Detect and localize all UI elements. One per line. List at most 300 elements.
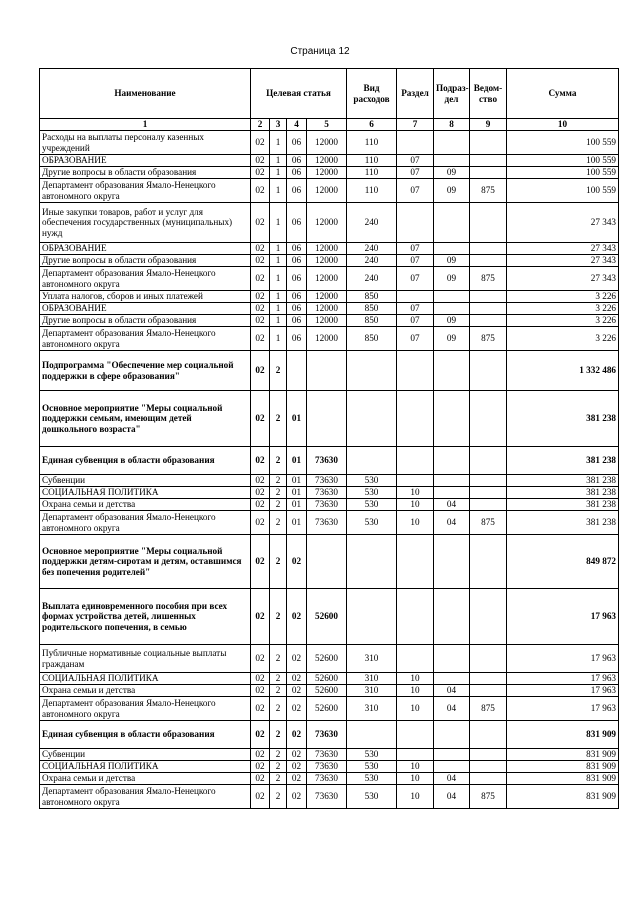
cell-direction: 12000 xyxy=(307,315,347,327)
cell-vid: 850 xyxy=(347,315,397,327)
cell-vedomstvo xyxy=(470,255,507,267)
cell-vid: 530 xyxy=(347,761,397,773)
cell-name: Иные закупки товаров, работ и услуг для обеспечения государственных (муниципальных) нужд xyxy=(40,203,251,243)
table-row xyxy=(40,697,619,721)
cell-vid: 110 xyxy=(347,155,397,167)
cell-direction: 52600 xyxy=(307,673,347,685)
cell-podrazdel xyxy=(434,131,470,155)
cell-razdel: 10 xyxy=(397,673,434,685)
cell-subprogram: 1 xyxy=(270,243,287,255)
cell-razdel: 07 xyxy=(397,303,434,315)
cell-razdel: 07 xyxy=(397,179,434,203)
cell-vedomstvo: 875 xyxy=(470,179,507,203)
cell-name: Единая субвенция в области образования xyxy=(40,721,251,749)
cell-program: 02 xyxy=(251,291,270,303)
cell-subprogram: 2 xyxy=(270,487,287,499)
col-number: 10 xyxy=(507,119,619,131)
cell-sum: 3 226 xyxy=(507,327,619,351)
cell-event xyxy=(287,351,307,391)
cell-razdel xyxy=(397,645,434,673)
cell-vedomstvo xyxy=(470,673,507,685)
cell-name: Субвенции xyxy=(40,475,251,487)
col-number: 4 xyxy=(287,119,307,131)
cell-event: 02 xyxy=(287,761,307,773)
cell-program: 02 xyxy=(251,131,270,155)
cell-subprogram: 1 xyxy=(270,291,287,303)
cell-direction: 12000 xyxy=(307,327,347,351)
cell-direction xyxy=(307,351,347,391)
cell-name: Департамент образования Ямало-Ненецкого автономного округа xyxy=(40,697,251,721)
cell-program: 02 xyxy=(251,487,270,499)
col-number: 7 xyxy=(397,119,434,131)
cell-vedomstvo xyxy=(470,773,507,785)
cell-podrazdel xyxy=(434,535,470,589)
table-row xyxy=(40,773,619,785)
cell-event: 02 xyxy=(287,645,307,673)
cell-vid: 530 xyxy=(347,749,397,761)
cell-subprogram: 2 xyxy=(270,697,287,721)
cell-vid: 110 xyxy=(347,131,397,155)
cell-vedomstvo xyxy=(470,303,507,315)
cell-razdel: 07 xyxy=(397,315,434,327)
cell-direction: 12000 xyxy=(307,303,347,315)
cell-direction: 12000 xyxy=(307,203,347,243)
cell-podrazdel: 09 xyxy=(434,179,470,203)
table-row xyxy=(40,721,619,749)
table-row xyxy=(40,167,619,179)
cell-podrazdel xyxy=(434,155,470,167)
cell-podrazdel xyxy=(434,645,470,673)
header-vid: Вид расходов xyxy=(347,69,397,119)
cell-podrazdel xyxy=(434,391,470,447)
cell-vid: 110 xyxy=(347,167,397,179)
cell-sum: 831 909 xyxy=(507,761,619,773)
cell-podrazdel: 04 xyxy=(434,499,470,511)
cell-vedomstvo: 875 xyxy=(470,697,507,721)
cell-subprogram: 1 xyxy=(270,179,287,203)
cell-razdel xyxy=(397,291,434,303)
cell-podrazdel xyxy=(434,487,470,499)
cell-event: 02 xyxy=(287,721,307,749)
table-row xyxy=(40,785,619,809)
cell-razdel xyxy=(397,535,434,589)
cell-podrazdel xyxy=(434,203,470,243)
cell-razdel: 10 xyxy=(397,785,434,809)
cell-sum: 3 226 xyxy=(507,303,619,315)
cell-program: 02 xyxy=(251,155,270,167)
cell-razdel: 07 xyxy=(397,255,434,267)
cell-vid: 850 xyxy=(347,291,397,303)
cell-vedomstvo xyxy=(470,535,507,589)
table-row xyxy=(40,447,619,475)
cell-sum: 17 963 xyxy=(507,697,619,721)
table-row xyxy=(40,131,619,155)
cell-subprogram: 2 xyxy=(270,589,287,645)
cell-program: 02 xyxy=(251,255,270,267)
cell-sum: 17 963 xyxy=(507,589,619,645)
header-summa: Сумма xyxy=(507,69,619,119)
cell-name: Департамент образования Ямало-Ненецкого автономного округа xyxy=(40,179,251,203)
cell-vid: 310 xyxy=(347,645,397,673)
cell-direction: 12000 xyxy=(307,243,347,255)
cell-vedomstvo: 875 xyxy=(470,785,507,809)
cell-program: 02 xyxy=(251,773,270,785)
cell-name: Департамент образования Ямало-Ненецкого автономного округа xyxy=(40,785,251,809)
cell-direction: 73630 xyxy=(307,785,347,809)
cell-vedomstvo xyxy=(470,475,507,487)
cell-razdel xyxy=(397,749,434,761)
cell-direction: 73630 xyxy=(307,761,347,773)
cell-event: 06 xyxy=(287,155,307,167)
cell-program: 02 xyxy=(251,303,270,315)
cell-direction: 52600 xyxy=(307,589,347,645)
table-row xyxy=(40,487,619,499)
col-number: 5 xyxy=(307,119,347,131)
cell-event: 02 xyxy=(287,673,307,685)
table-row xyxy=(40,673,619,685)
cell-vedomstvo xyxy=(470,243,507,255)
cell-direction: 12000 xyxy=(307,131,347,155)
cell-vedomstvo xyxy=(470,749,507,761)
cell-subprogram: 2 xyxy=(270,351,287,391)
cell-vid xyxy=(347,535,397,589)
cell-name: Публичные нормативные социальные выплаты гражданам xyxy=(40,645,251,673)
cell-sum: 381 238 xyxy=(507,499,619,511)
cell-event: 02 xyxy=(287,785,307,809)
cell-event: 06 xyxy=(287,267,307,291)
cell-event: 01 xyxy=(287,447,307,475)
cell-subprogram: 1 xyxy=(270,303,287,315)
cell-event: 02 xyxy=(287,589,307,645)
table-row xyxy=(40,303,619,315)
cell-subprogram: 1 xyxy=(270,255,287,267)
header-podrazdel: Подраз-дел xyxy=(434,69,470,119)
cell-name: Департамент образования Ямало-Ненецкого автономного округа xyxy=(40,267,251,291)
cell-razdel: 07 xyxy=(397,155,434,167)
cell-name: Охрана семьи и детства xyxy=(40,773,251,785)
cell-program: 02 xyxy=(251,499,270,511)
cell-podrazdel: 04 xyxy=(434,511,470,535)
cell-name: Другие вопросы в области образования xyxy=(40,255,251,267)
cell-event: 01 xyxy=(287,487,307,499)
cell-razdel: 07 xyxy=(397,167,434,179)
cell-sum: 831 909 xyxy=(507,773,619,785)
cell-vedomstvo xyxy=(470,351,507,391)
cell-podrazdel xyxy=(434,749,470,761)
cell-name: СОЦИАЛЬНАЯ ПОЛИТИКА xyxy=(40,673,251,685)
cell-sum: 17 963 xyxy=(507,645,619,673)
table-row xyxy=(40,155,619,167)
cell-program: 02 xyxy=(251,673,270,685)
cell-program: 02 xyxy=(251,697,270,721)
cell-vedomstvo xyxy=(470,447,507,475)
cell-razdel: 10 xyxy=(397,761,434,773)
cell-vid: 530 xyxy=(347,511,397,535)
cell-direction: 73630 xyxy=(307,499,347,511)
cell-subprogram: 2 xyxy=(270,645,287,673)
cell-program: 02 xyxy=(251,589,270,645)
column-number-row xyxy=(40,119,619,131)
cell-direction: 73630 xyxy=(307,475,347,487)
cell-name: Субвенции xyxy=(40,749,251,761)
cell-subprogram: 2 xyxy=(270,761,287,773)
cell-sum: 831 909 xyxy=(507,785,619,809)
cell-direction: 12000 xyxy=(307,255,347,267)
cell-name: Основное мероприятие "Меры социальной поддержки семьям, имеющим детей дошкольного возраста" xyxy=(40,391,251,447)
cell-vedomstvo xyxy=(470,645,507,673)
cell-direction: 73630 xyxy=(307,511,347,535)
cell-name: СОЦИАЛЬНАЯ ПОЛИТИКА xyxy=(40,761,251,773)
cell-razdel xyxy=(397,203,434,243)
cell-vid: 310 xyxy=(347,685,397,697)
cell-vid: 850 xyxy=(347,327,397,351)
cell-subprogram: 2 xyxy=(270,673,287,685)
cell-name: ОБРАЗОВАНИЕ xyxy=(40,155,251,167)
page-label: Страница 12 xyxy=(290,46,350,57)
cell-event: 01 xyxy=(287,475,307,487)
cell-vid: 240 xyxy=(347,267,397,291)
cell-vid: 310 xyxy=(347,673,397,685)
cell-event: 06 xyxy=(287,167,307,179)
table-row xyxy=(40,535,619,589)
cell-event: 06 xyxy=(287,131,307,155)
cell-subprogram: 2 xyxy=(270,391,287,447)
cell-vid: 530 xyxy=(347,487,397,499)
cell-sum: 100 559 xyxy=(507,155,619,167)
cell-vedomstvo xyxy=(470,685,507,697)
cell-sum: 3 226 xyxy=(507,315,619,327)
cell-direction: 73630 xyxy=(307,447,347,475)
table-row xyxy=(40,179,619,203)
col-number: 9 xyxy=(470,119,507,131)
cell-event: 02 xyxy=(287,697,307,721)
col-number: 2 xyxy=(251,119,270,131)
col-number: 6 xyxy=(347,119,397,131)
cell-name: Департамент образования Ямало-Ненецкого автономного округа xyxy=(40,511,251,535)
cell-program: 02 xyxy=(251,447,270,475)
cell-program: 02 xyxy=(251,243,270,255)
cell-subprogram: 2 xyxy=(270,535,287,589)
cell-vid: 530 xyxy=(347,499,397,511)
cell-direction xyxy=(307,535,347,589)
header-vedomstvo: Ведом-ство xyxy=(470,69,507,119)
cell-subprogram: 2 xyxy=(270,475,287,487)
cell-razdel xyxy=(397,351,434,391)
cell-direction: 12000 xyxy=(307,291,347,303)
table-row xyxy=(40,203,619,243)
cell-program: 02 xyxy=(251,167,270,179)
cell-event: 06 xyxy=(287,315,307,327)
cell-subprogram: 2 xyxy=(270,447,287,475)
cell-podrazdel xyxy=(434,721,470,749)
table-row xyxy=(40,475,619,487)
cell-program: 02 xyxy=(251,645,270,673)
cell-event: 01 xyxy=(287,391,307,447)
cell-sum: 831 909 xyxy=(507,749,619,761)
cell-podrazdel: 09 xyxy=(434,167,470,179)
cell-subprogram: 1 xyxy=(270,315,287,327)
cell-podrazdel: 04 xyxy=(434,685,470,697)
cell-vedomstvo xyxy=(470,131,507,155)
cell-direction: 73630 xyxy=(307,749,347,761)
cell-vedomstvo xyxy=(470,499,507,511)
cell-razdel: 10 xyxy=(397,697,434,721)
cell-subprogram: 2 xyxy=(270,499,287,511)
cell-program: 02 xyxy=(251,535,270,589)
cell-podrazdel xyxy=(434,761,470,773)
cell-direction: 73630 xyxy=(307,487,347,499)
cell-sum: 831 909 xyxy=(507,721,619,749)
cell-vid: 240 xyxy=(347,243,397,255)
header-name: Наименование xyxy=(40,69,251,119)
cell-name: Расходы на выплаты персоналу казенных учреждений xyxy=(40,131,251,155)
cell-vid xyxy=(347,447,397,475)
table-row xyxy=(40,315,619,327)
cell-razdel xyxy=(397,131,434,155)
cell-name: Охрана семьи и детства xyxy=(40,685,251,697)
cell-name: Департамент образования Ямало-Ненецкого автономного округа xyxy=(40,327,251,351)
cell-podrazdel xyxy=(434,589,470,645)
cell-podrazdel xyxy=(434,243,470,255)
cell-direction: 52600 xyxy=(307,697,347,721)
table-row xyxy=(40,589,619,645)
cell-razdel: 07 xyxy=(397,267,434,291)
cell-vedomstvo xyxy=(470,291,507,303)
cell-name: ОБРАЗОВАНИЕ xyxy=(40,243,251,255)
table-row xyxy=(40,327,619,351)
cell-vid: 530 xyxy=(347,475,397,487)
cell-event: 06 xyxy=(287,203,307,243)
cell-name: Единая субвенция в области образования xyxy=(40,447,251,475)
cell-direction: 73630 xyxy=(307,721,347,749)
cell-razdel: 10 xyxy=(397,773,434,785)
cell-podrazdel xyxy=(434,447,470,475)
cell-vedomstvo xyxy=(470,155,507,167)
cell-name: Основное мероприятие "Меры социальной поддержки детям-сиротам и детям, оставшимся без попечения родителей" xyxy=(40,535,251,589)
cell-program: 02 xyxy=(251,475,270,487)
table-row xyxy=(40,499,619,511)
cell-podrazdel xyxy=(434,303,470,315)
cell-sum: 27 343 xyxy=(507,203,619,243)
cell-program: 02 xyxy=(251,351,270,391)
cell-program: 02 xyxy=(251,391,270,447)
table-row xyxy=(40,749,619,761)
cell-sum: 381 238 xyxy=(507,475,619,487)
cell-event: 06 xyxy=(287,243,307,255)
cell-name: Другие вопросы в области образования xyxy=(40,167,251,179)
cell-direction: 12000 xyxy=(307,155,347,167)
col-number: 3 xyxy=(270,119,287,131)
cell-razdel: 07 xyxy=(397,243,434,255)
table-row xyxy=(40,685,619,697)
cell-vid: 530 xyxy=(347,785,397,809)
cell-vedomstvo xyxy=(470,203,507,243)
cell-vedomstvo xyxy=(470,487,507,499)
cell-event: 02 xyxy=(287,749,307,761)
cell-sum: 381 238 xyxy=(507,487,619,499)
cell-vid: 240 xyxy=(347,255,397,267)
cell-sum: 849 872 xyxy=(507,535,619,589)
table-row xyxy=(40,243,619,255)
cell-vid: 310 xyxy=(347,697,397,721)
cell-sum: 381 238 xyxy=(507,391,619,447)
col-number: 1 xyxy=(40,119,251,131)
cell-direction: 73630 xyxy=(307,773,347,785)
cell-program: 02 xyxy=(251,203,270,243)
table-row xyxy=(40,267,619,291)
cell-direction: 12000 xyxy=(307,267,347,291)
cell-sum: 17 963 xyxy=(507,685,619,697)
cell-program: 02 xyxy=(251,785,270,809)
cell-vid xyxy=(347,351,397,391)
cell-razdel: 07 xyxy=(397,327,434,351)
cell-direction xyxy=(307,391,347,447)
cell-program: 02 xyxy=(251,327,270,351)
cell-podrazdel: 04 xyxy=(434,697,470,721)
cell-vid xyxy=(347,589,397,645)
cell-subprogram: 1 xyxy=(270,267,287,291)
table-row xyxy=(40,761,619,773)
budget-table xyxy=(39,68,619,809)
cell-program: 02 xyxy=(251,685,270,697)
cell-program: 02 xyxy=(251,749,270,761)
cell-subprogram: 1 xyxy=(270,155,287,167)
cell-program: 02 xyxy=(251,761,270,773)
cell-sum: 381 238 xyxy=(507,511,619,535)
cell-event: 02 xyxy=(287,685,307,697)
cell-sum: 100 559 xyxy=(507,167,619,179)
cell-podrazdel: 09 xyxy=(434,327,470,351)
cell-sum: 17 963 xyxy=(507,673,619,685)
cell-name: Другие вопросы в области образования xyxy=(40,315,251,327)
cell-subprogram: 2 xyxy=(270,511,287,535)
cell-event: 06 xyxy=(287,179,307,203)
cell-vid xyxy=(347,721,397,749)
cell-name: Уплата налогов, сборов и иных платежей xyxy=(40,291,251,303)
cell-sum: 381 238 xyxy=(507,447,619,475)
cell-subprogram: 1 xyxy=(270,327,287,351)
col-number: 8 xyxy=(434,119,470,131)
cell-direction: 12000 xyxy=(307,167,347,179)
cell-sum: 100 559 xyxy=(507,131,619,155)
cell-direction: 52600 xyxy=(307,645,347,673)
cell-event: 06 xyxy=(287,291,307,303)
cell-sum: 100 559 xyxy=(507,179,619,203)
cell-sum: 27 343 xyxy=(507,243,619,255)
cell-podrazdel xyxy=(434,673,470,685)
header-target: Целевая статья xyxy=(251,69,347,119)
cell-vedomstvo xyxy=(470,391,507,447)
cell-name: Выплата единовременного пособия при всех формах устройства детей, лишенных родительского попечения, в семью xyxy=(40,589,251,645)
cell-event: 01 xyxy=(287,499,307,511)
cell-podrazdel: 04 xyxy=(434,785,470,809)
table-row xyxy=(40,291,619,303)
cell-subprogram: 1 xyxy=(270,203,287,243)
cell-event: 06 xyxy=(287,303,307,315)
cell-razdel xyxy=(397,589,434,645)
cell-podrazdel xyxy=(434,475,470,487)
cell-event: 06 xyxy=(287,327,307,351)
table-header-row xyxy=(40,69,619,119)
cell-name: ОБРАЗОВАНИЕ xyxy=(40,303,251,315)
cell-razdel xyxy=(397,721,434,749)
cell-razdel xyxy=(397,447,434,475)
cell-vid: 240 xyxy=(347,203,397,243)
cell-sum: 3 226 xyxy=(507,291,619,303)
cell-subprogram: 1 xyxy=(270,131,287,155)
cell-subprogram: 2 xyxy=(270,749,287,761)
cell-podrazdel: 09 xyxy=(434,267,470,291)
